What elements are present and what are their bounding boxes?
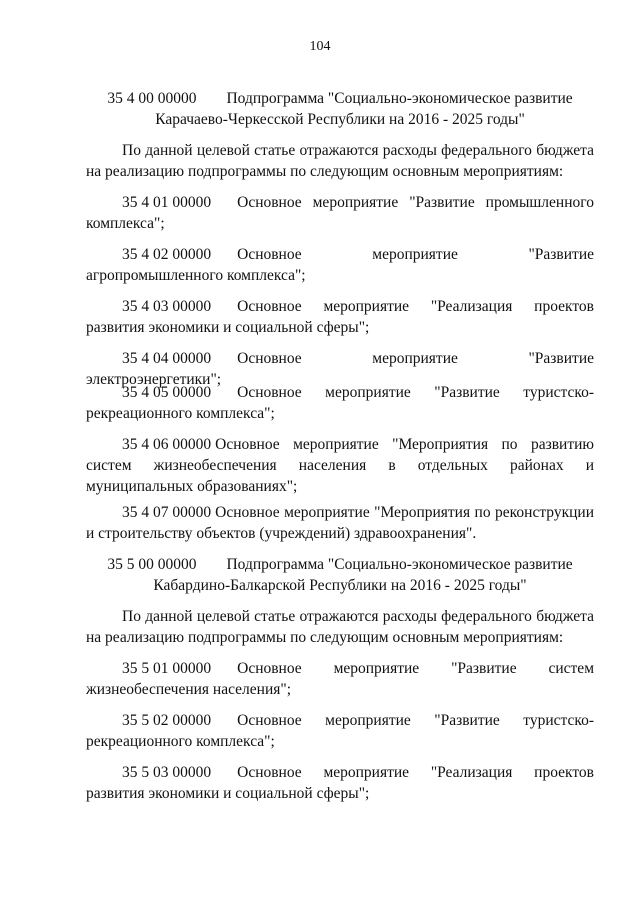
item-text: Основное мероприятие "Мероприятия по развитию систем жизнеобеспечения населения в отдельных районах и муниципальных образованиях"; bbox=[86, 436, 594, 495]
item-text: Основное мероприятие "Развитие туристско-рекреационного комплекса"; bbox=[86, 384, 594, 422]
item-code: 35 4 03 00000 bbox=[122, 298, 212, 315]
item-code: 35 4 04 00000 bbox=[122, 350, 212, 367]
page-number: 104 bbox=[309, 39, 331, 54]
section-title-part-1: Подпрограмма "Социально-экономическое развитие bbox=[226, 556, 573, 573]
item-code: 35 4 06 00000 bbox=[122, 436, 212, 453]
item-code: 35 5 03 00000 bbox=[122, 764, 212, 781]
item-text: Основное мероприятие "Реализация проектов развития экономики и социальной сферы"; bbox=[86, 298, 594, 336]
list-item bbox=[86, 296, 594, 338]
list-item bbox=[86, 502, 594, 544]
item-text: Основное мероприятие "Реализация проектов развития экономики и социальной сферы"; bbox=[86, 764, 594, 802]
item-text: Основное мероприятие "Мероприятия по реконструкции и строительству объектов (учреждений) здравоохранения". bbox=[86, 504, 594, 542]
item-code: 35 4 07 00000 bbox=[122, 504, 212, 521]
item-code: 35 4 01 00000 bbox=[122, 194, 212, 211]
list-item bbox=[86, 434, 594, 497]
item-code: 35 5 02 00000 bbox=[122, 712, 212, 729]
item-text: Основное мероприятие "Развитие туристско-рекреационного комплекса"; bbox=[86, 712, 594, 750]
section-title-part-2: Карачаево-Черкесской Республики на 2016 - 2025 годы" bbox=[155, 111, 525, 128]
heading-line-1 bbox=[86, 554, 594, 575]
section-intro: По данной целевой статье отражаются расходы федерального бюджета на реализацию подпрограммы по следующим основным мероприятиям: bbox=[86, 142, 594, 180]
section-intro: По данной целевой статье отражаются расходы федерального бюджета на реализацию подпрограммы по следующим основным мероприятиям: bbox=[86, 608, 594, 646]
item-text: Основное мероприятие "Развитие агропромышленного комплекса"; bbox=[86, 246, 594, 284]
section-heading bbox=[86, 554, 594, 596]
item-code: 35 5 01 00000 bbox=[122, 660, 212, 677]
item-code: 35 4 02 00000 bbox=[122, 246, 212, 263]
section-code: 35 4 00 00000 bbox=[107, 90, 197, 107]
item-text: Основное мероприятие "Развитие систем жизнеобеспечения населения"; bbox=[86, 660, 594, 698]
heading-line-1 bbox=[86, 88, 594, 109]
item-text: Основное мероприятие "Развитие промышленного комплекса"; bbox=[86, 194, 594, 232]
list-item bbox=[86, 382, 594, 424]
section-title-part-1: Подпрограмма "Социально-экономическое развитие bbox=[226, 90, 573, 107]
section-title-part-2: Кабардино-Балкарской Республики на 2016 - 2025 годы" bbox=[153, 577, 527, 594]
list-item bbox=[86, 710, 594, 752]
list-item bbox=[86, 762, 594, 804]
list-item bbox=[86, 192, 594, 234]
item-text: Основное мероприятие "Развитие электроэнергетики"; bbox=[86, 350, 594, 388]
section-code: 35 5 00 00000 bbox=[107, 556, 197, 573]
list-item bbox=[86, 244, 594, 286]
item-code: 35 4 05 00000 bbox=[122, 384, 212, 401]
section-heading bbox=[86, 88, 594, 130]
list-item bbox=[86, 658, 594, 700]
